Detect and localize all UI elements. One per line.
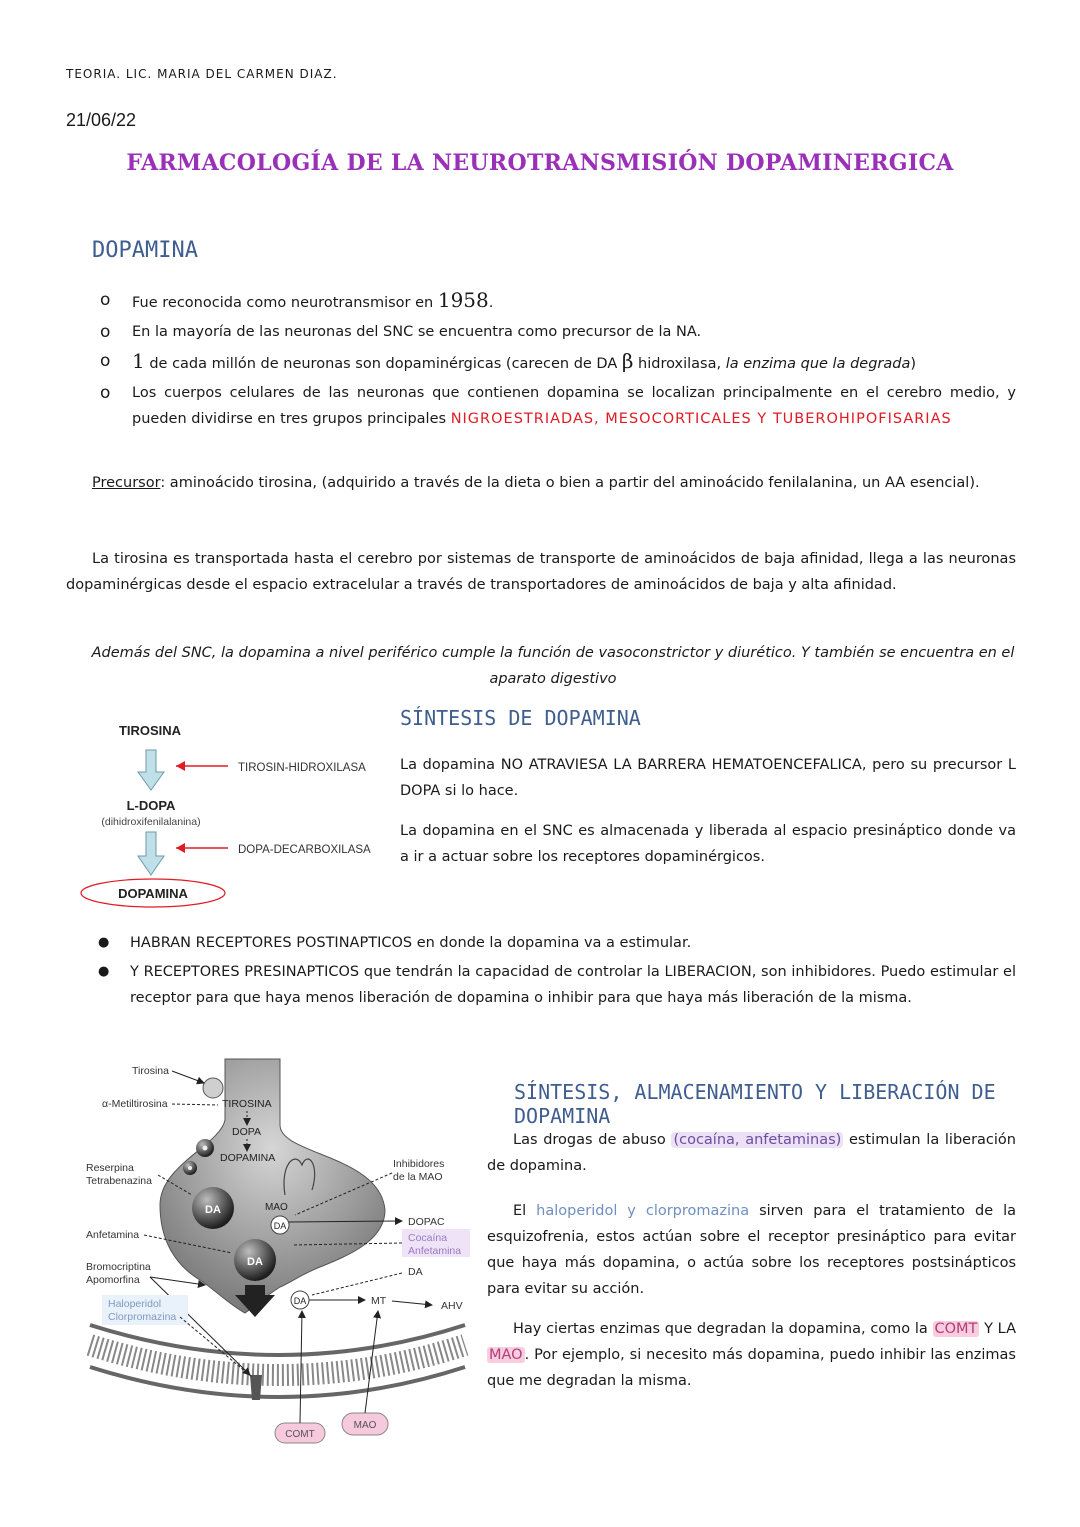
left-arrow-icon — [176, 843, 185, 853]
drugs-highlight: (cocaína, anfetaminas) — [673, 1132, 842, 1148]
bullet-text: Fue reconocida como neurotransmisor en — [132, 295, 438, 311]
bullet-text: Los cuerpos celulares de las neuronas que contienen dopamina se localizan principalmente en el cerebro medio, y pueden dividirse en tres grupos principales — [132, 385, 1016, 427]
diagram-dopamina-label: DOPAMINA — [118, 886, 188, 901]
da-circle-label: DA — [273, 1221, 287, 1231]
presynaptic-terminal — [160, 1059, 385, 1313]
da-vesicle-label: DA — [205, 1204, 221, 1216]
da-circle-label: DA — [293, 1296, 307, 1306]
list-item: ● HABRAN RECEPTORES POSTINAPTICOS en donde la dopamina va a estimular. — [96, 930, 1016, 956]
diagram-enzyme1-label: TIROSIN-HIDROXILASA — [238, 762, 366, 774]
vesicle-core — [203, 1146, 208, 1151]
dopamina-inner-label: DOPAMINA — [220, 1152, 276, 1164]
red-groups-text: NIGROESTRIADAS, MESOCORTICALES Y TUBEROHIPOFISARIAS — [450, 411, 952, 427]
down-arrow-icon — [138, 750, 164, 790]
down-arrow-icon — [138, 832, 164, 875]
paragraph-text: . Por ejemplo, si necesito más dopamina, puedo inhibir las enzimas que me degradan la misma. — [487, 1347, 1016, 1389]
haloperidol-label: Haloperidol — [108, 1298, 162, 1310]
metiltirosina-label: α-Metiltirosina — [102, 1098, 168, 1110]
synthesis-diagram — [70, 710, 390, 915]
inhibidores-label-2: de la MAO — [393, 1171, 443, 1183]
receptor-shape — [250, 1375, 262, 1400]
italic-note: la enzima que la degrada — [725, 356, 911, 372]
vesicle-core — [188, 1166, 192, 1170]
ahv-label: AHV — [441, 1300, 463, 1312]
bullet-text: de cada millón de neuronas son dopaminérgicas (carecen de DA — [144, 356, 622, 372]
diagram-ldopa-label: L-DOPA — [126, 798, 176, 813]
dopa-inner-label: DOPA — [232, 1126, 261, 1138]
mt-label: MT — [371, 1295, 387, 1307]
pointer-line — [392, 1301, 432, 1305]
left-arrow-icon — [176, 761, 185, 771]
precursor-label: Precursor — [92, 475, 161, 491]
precursor-text: : aminoácido tirosina, (adquirido a través de la dieta o bien a partir del aminoácido fenilalanina, un AA esencial). — [160, 475, 980, 491]
comt-highlight: COMT — [934, 1321, 978, 1337]
transporter-circle — [203, 1078, 223, 1098]
beta-symbol: β — [621, 349, 634, 373]
bullet-text: ) — [910, 356, 917, 372]
list-item — [96, 287, 1016, 316]
da-right-label: DA — [408, 1266, 423, 1278]
year-value: 1958 — [437, 288, 489, 312]
bullet-text: . — [488, 295, 494, 311]
anfetamina-label: Anfetamina — [86, 1229, 140, 1241]
receptores-bullet-list — [96, 930, 1016, 1014]
antipsychotics-highlight: haloperidol y clorpromazina — [536, 1203, 750, 1219]
reserpina-label: Reserpina — [86, 1162, 134, 1174]
almacenamiento-paragraph-3 — [487, 1316, 1016, 1394]
inhibidores-label: Inhibidores — [393, 1158, 445, 1170]
pointer-line — [312, 1273, 402, 1295]
almacenamiento-paragraph-2 — [487, 1198, 1016, 1302]
section-title-almacenamiento: SÍNTESIS, ALMACENAMIENTO Y LIBERACIÓN DE DOPAMINA — [514, 1080, 996, 1128]
mao-label: MAO — [353, 1420, 377, 1431]
comt-label: COMT — [285, 1429, 315, 1440]
dopamina-bullet-list — [96, 287, 1016, 435]
section-title-dopamina: DOPAMINA — [92, 238, 198, 263]
mao-highlight: MAO — [489, 1347, 523, 1363]
periferico-paragraph: Además del SNC, la dopamina a nivel periférico cumple la función de vasoconstrictor y diurético. Y también se encuentra en el aparato digestivo — [91, 645, 1015, 687]
bullet-text: En la mayoría de las neuronas del SNC se encuentra como precursor de la NA. — [132, 324, 702, 340]
postsynaptic-membrane-layer — [90, 1345, 465, 1375]
paragraph-text: El — [513, 1203, 537, 1219]
number-value: 1 — [132, 349, 145, 373]
transporte-paragraph: La tirosina es transportada hasta el cerebro por sistemas de transporte de aminoácidos de baja afinidad, llega a las neuronas dopaminérgicas desde el espacio extracelular a través de transportadores de aminoácidos de baja y alta afinidad. — [66, 551, 1016, 593]
almacenamiento-paragraph-1 — [487, 1127, 1016, 1179]
paragraph-text: Hay ciertas enzimas que degradan la dopamina, como la — [513, 1321, 933, 1337]
diagram-tirosina-label: TIROSINA — [118, 723, 182, 738]
synapse-diagram — [80, 1055, 480, 1450]
paragraph-text: Y LA — [979, 1321, 1017, 1337]
paragraph-text: sirven para el tratamiento de la esquizofrenia, estos actúan sobre el receptor presináptico para evitar que haya más dopamina, o actúa sobre los receptores postsinápticos para evitar su acción. — [487, 1203, 1016, 1297]
list-item — [96, 319, 1016, 345]
list-item: ● Y RECEPTORES PRESINAPTICOS que tendrán la capacidad de controlar la LIBERACION, son inhibidores. Puedo estimular el receptor para que haya menos liberación de dopamina o inhibir para que haya más liberación de la misma. — [96, 959, 1016, 1011]
da-vesicle-label: DA — [247, 1256, 263, 1268]
tetrabenazina-label: Tetrabenazina — [86, 1175, 152, 1187]
list-item — [96, 380, 1016, 432]
sintesis-paragraph-2: La dopamina en el SNC es almacenada y liberada al espacio presináptico donde va a ir a actuar sobre los receptores dopaminérgicos. — [400, 823, 1016, 865]
author-header: TEORIA. LIC. MARIA DEL CARMEN DIAZ. — [66, 67, 338, 81]
anfetamina-right-label: Anfetamina — [408, 1245, 462, 1257]
paragraph-text: Las drogas de abuso — [513, 1132, 672, 1148]
clorpromazina-label: Clorpromazina — [108, 1311, 177, 1323]
diagram-ldopa-sub: (dihidroxifenilalanina) — [101, 816, 201, 828]
apomorfina-label: Apomorfina — [86, 1274, 140, 1286]
bullet-text: hidroxilasa, — [633, 356, 726, 372]
cocaina-label: Cocaína — [408, 1232, 448, 1244]
bromocriptina-label: Bromocriptina — [86, 1261, 151, 1273]
precursor-paragraph — [66, 470, 1016, 496]
tirosina-label: Tirosina — [132, 1065, 169, 1077]
page-title: FARMACOLOGÍA DE LA NEUROTRANSMISIÓN DOPAMINERGICA — [126, 150, 954, 176]
diagram-enzyme2-label: DOPA-DECARBOXILASA — [238, 844, 371, 856]
sintesis-paragraph-1: La dopamina NO ATRAVIESA LA BARRERA HEMATOENCEFALICA, pero su precursor L DOPA si lo hace. — [400, 757, 1016, 799]
pointer-line — [172, 1104, 218, 1105]
date: 21/06/22 — [66, 110, 137, 130]
pointer-line — [172, 1071, 204, 1083]
section-title-sintesis: SÍNTESIS DE DOPAMINA — [400, 706, 641, 730]
paragraph-text: estimulan la liberación de dopamina. — [487, 1132, 1016, 1174]
tirosina-inner-label: TIROSINA — [222, 1098, 272, 1110]
mao-inner-label: MAO — [265, 1202, 288, 1213]
dopac-label: DOPAC — [408, 1216, 445, 1228]
list-item — [96, 348, 1016, 377]
